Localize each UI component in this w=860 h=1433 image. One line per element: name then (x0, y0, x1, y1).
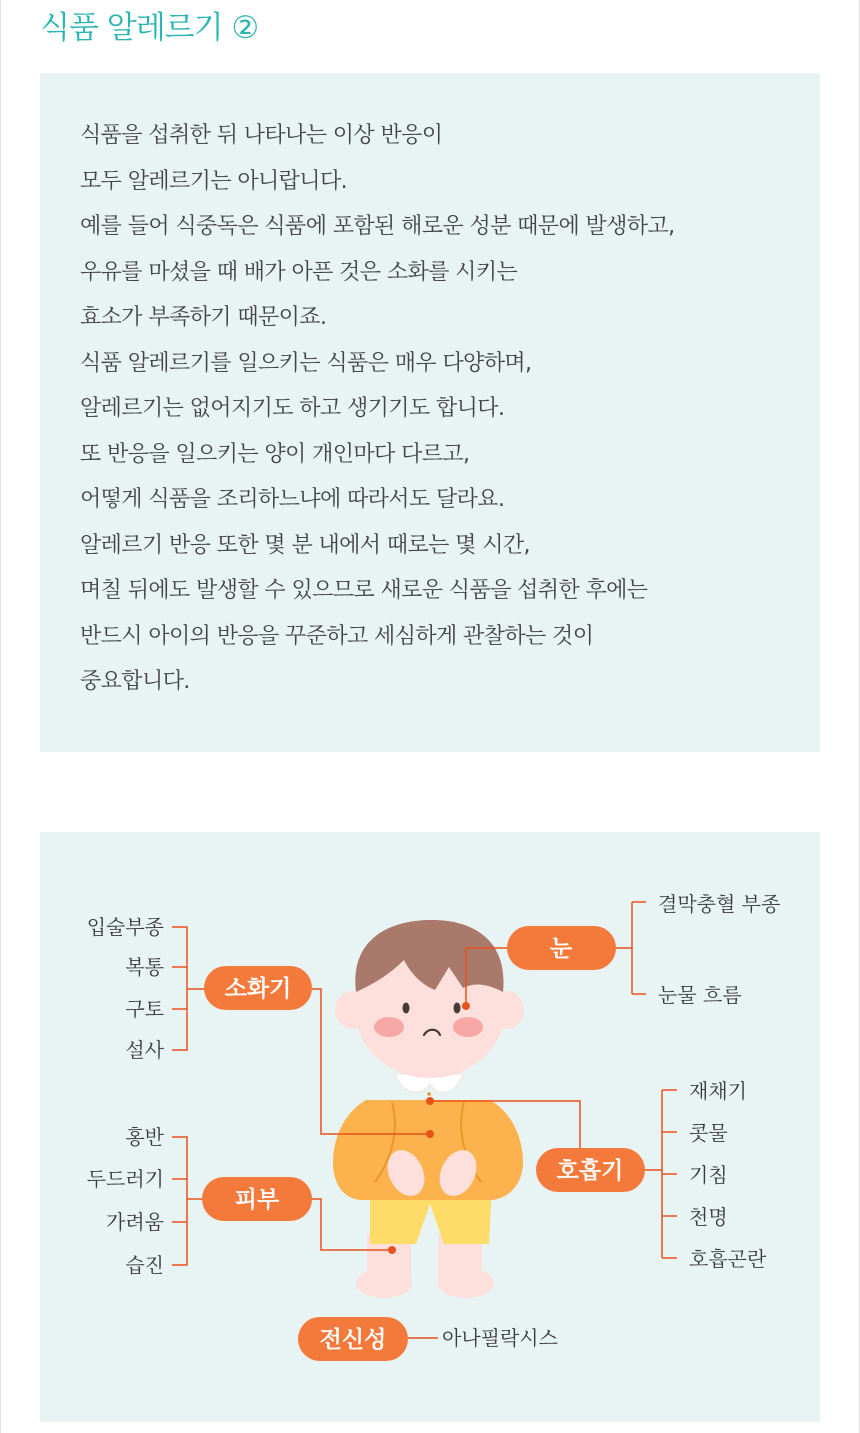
intro-line: 예를 들어 식중독은 식품에 포함된 해로운 성분 때문에 발생하고, (80, 214, 675, 239)
symptom-label: 입술부종 (86, 915, 164, 939)
symptoms-systemic (442, 1326, 558, 1350)
symptoms-digestive (87, 915, 165, 1062)
category-label-skin: 피부 (234, 1187, 280, 1213)
intro-line: 중요합니다. (80, 669, 190, 694)
symptom-label: 기침 (689, 1163, 728, 1187)
symptoms-skin (87, 1125, 165, 1277)
symptom-label: 호흡곤란 (689, 1247, 767, 1271)
chest-dot (426, 1097, 434, 1105)
symptom-label: 복통 (125, 955, 164, 979)
category-pill-systemic (298, 1317, 408, 1361)
symptom-label: 가려움 (106, 1210, 164, 1234)
symptom-label: 습진 (125, 1253, 164, 1277)
belly-dot (426, 1130, 434, 1138)
intro-line: 또 반응을 일으키는 양이 개인마다 다르고, (80, 441, 470, 467)
child-illustration (333, 920, 524, 1298)
symptom-label: 천명 (689, 1205, 728, 1229)
category-label-digestive: 소화기 (224, 976, 292, 1002)
intro-line: 어떻게 식품을 조리하느냐에 따라서도 달라요. (80, 487, 505, 512)
intro-line: 모두 알레르기는 아니랍니다. (80, 168, 348, 194)
intro-line: 식품 알레르기를 일으키는 식품은 매우 다양하며, (80, 350, 532, 376)
category-label-eye: 눈 (549, 936, 573, 962)
category-pill-digestive (204, 966, 312, 1010)
intro-line: 반드시 아이의 반응을 꾸준하고 세심하게 관찰하는 것이 (80, 623, 594, 649)
intro-line: 알레르기는 없어지기도 하고 생기기도 합니다. (80, 396, 505, 421)
intro-line: 알레르기 반응 또한 몇 분 내에서 때로는 몇 시간, (80, 532, 530, 558)
symptom-label: 구토 (125, 997, 164, 1021)
page-title: 식품 알레르기 ② (40, 10, 259, 46)
symptom-label: 눈물 흐름 (658, 983, 742, 1007)
child-shirt (333, 1100, 523, 1200)
symptom-label: 콧물 (689, 1121, 728, 1145)
symptom-label: 아나필락시스 (442, 1326, 558, 1350)
intro-line: 우유를 마셨을 때 배가 아픈 것은 소화를 시키는 (80, 259, 518, 285)
frame-left-border (0, 0, 1, 1433)
symptoms-eye (658, 892, 780, 1007)
intro-line: 식품을 섭취한 뒤 나타나는 이상 반응이 (80, 123, 443, 148)
symptoms-respiratory (689, 1079, 767, 1271)
intro-line: 효소가 부족하기 때문이죠. (80, 305, 327, 330)
eye-dot (462, 1002, 470, 1010)
symptom-label: 두드러기 (86, 1167, 164, 1191)
category-pill-eye (507, 926, 616, 970)
category-label-systemic: 전신성 (319, 1327, 387, 1353)
leg-dot (388, 1246, 396, 1254)
category-pill-skin (202, 1177, 312, 1221)
symptom-label: 홍반 (125, 1125, 164, 1149)
symptom-diagram (40, 832, 820, 1422)
symptom-label: 재채기 (689, 1079, 747, 1103)
symptom-label: 설사 (125, 1038, 164, 1062)
symptom-label: 결막충혈 부종 (658, 892, 781, 916)
category-label-respiratory: 호흡기 (556, 1158, 624, 1184)
intro-line: 며칠 뒤에도 발생할 수 있으므로 새로운 식품을 섭취한 후에는 (80, 578, 648, 603)
intro-paragraph (80, 113, 810, 705)
category-pill-respiratory (536, 1148, 645, 1192)
